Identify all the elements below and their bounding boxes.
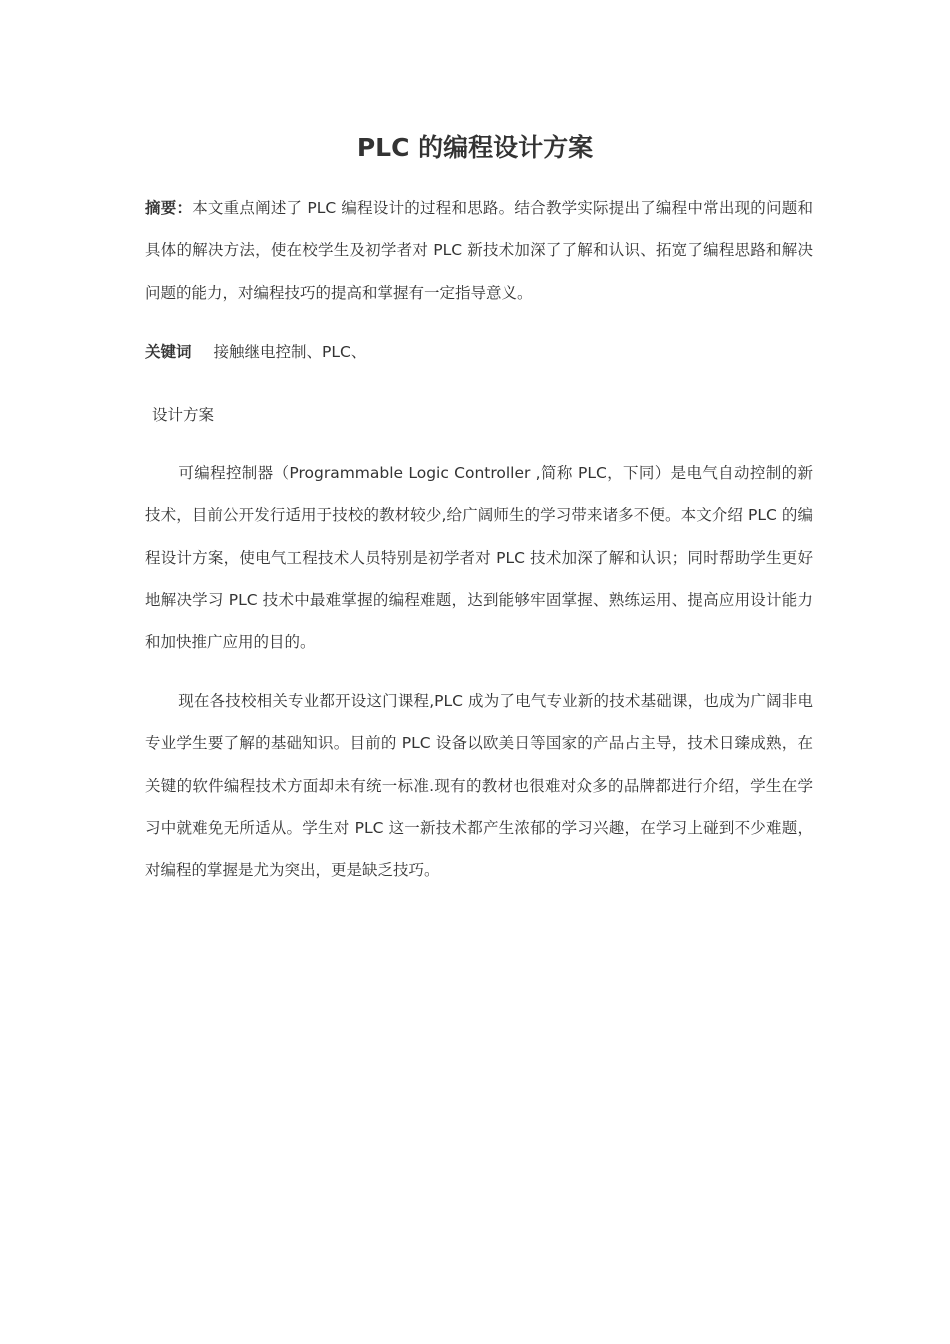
keywords-line [145,331,813,373]
document-title: PLC 的编程设计方案 [356,133,594,162]
keywords-label: 关键词 [145,343,192,361]
body-paragraph-1 [145,452,813,663]
abstract-paragraph [145,187,813,314]
abstract-label: 摘要： [145,199,193,217]
body-paragraph-2 [145,680,813,891]
body-paragraph-1-text: 可编程控制器（Programmable Logic Controller ,简称 PLC，下同）是电气自动控制的新技术，目前公开发行适用于技校的教材较少,给广阔师生的学习带来诸多不便。本文介绍 PLC 的编程设计方案，使电气工程技术人员特别是初学者对 PLC 技术加深了解和认识；同时帮助学生更好地解决学习 PLC 技术中最难掌握的编程难题，达到能够牢固掌握、熟练运用、提高应用设计能力和加快推广应用的目的。 [145,464,813,652]
keywords-continued: 设计方案 [152,406,215,424]
keywords-text: 接触继电控制、PLC、 [213,343,367,361]
abstract-text: 本文重点阐述了 PLC 编程设计的过程和思路。结合教学实际提出了编程中常出现的问题和具体的解决方法，使在校学生及初学者对 PLC 新技术加深了了解和认识、拓宽了编程思路和解决问题的能力，对编程技巧的提高和掌握有一定指导意义。 [145,199,813,302]
body-paragraph-2-text: 现在各技校相关专业都开设这门课程,PLC 成为了电气专业新的技术基础课，也成为广阔非电专业学生要了解的基础知识。目前的 PLC 设备以欧美日等国家的产品占主导，技术日臻成熟，在关键的软件编程技术方面却未有统一标准.现有的教材也很难对众多的品牌都进行介绍，学生在学习中就难免无所适从。学生对 PLC 这一新技术都产生浓郁的学习兴趣，在学习上碰到不少难题，对编程的掌握是尤为突出，更是缺乏技巧。 [145,692,813,880]
